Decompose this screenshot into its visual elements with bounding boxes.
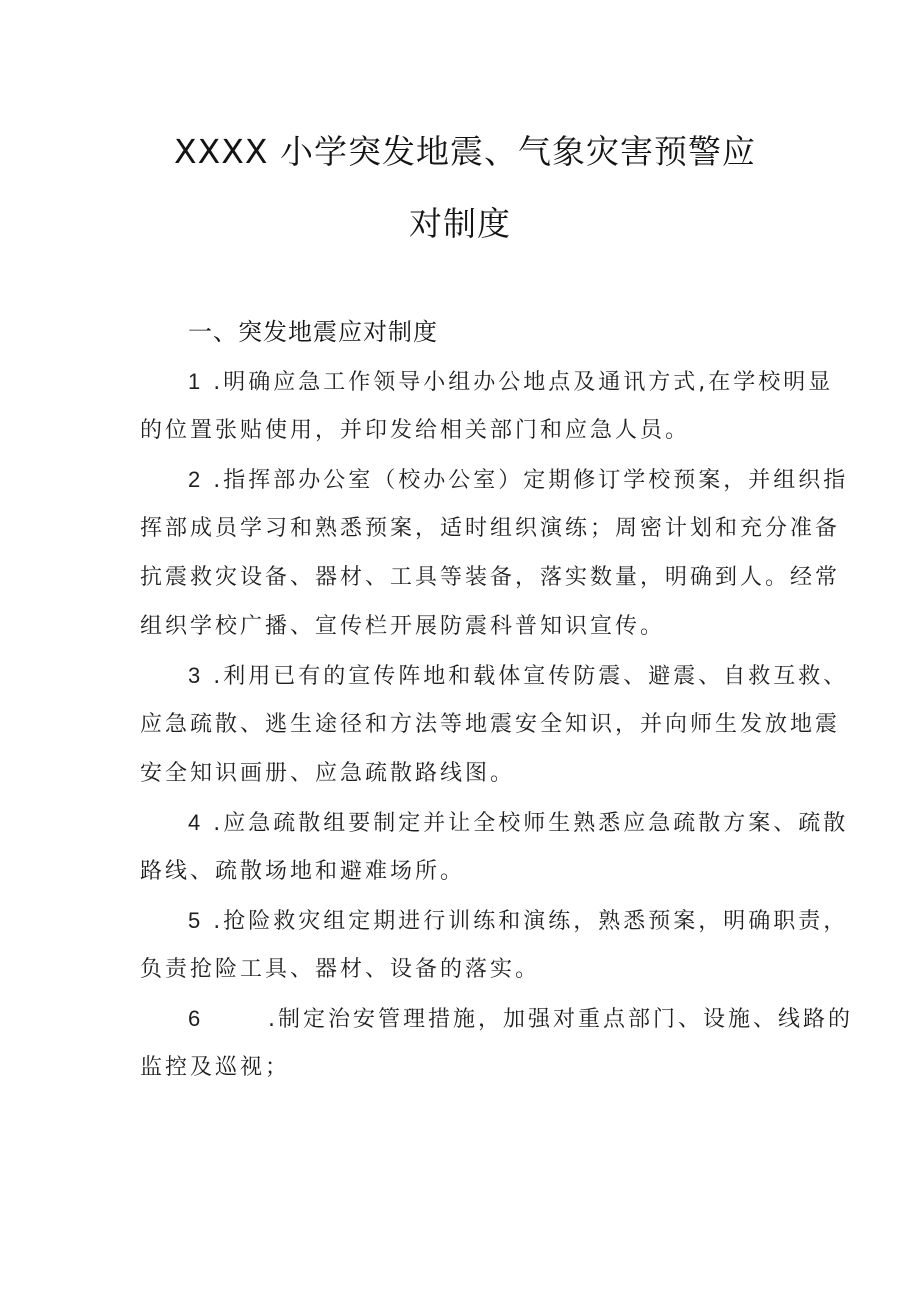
item-number: 4 <box>188 810 204 835</box>
item-1-line-2: 的位置张贴使用，并印发给相关部门和应急人员。 <box>140 418 691 443</box>
item-number: 1 <box>188 369 204 394</box>
item-6-line-1 <box>188 1004 853 1035</box>
section-heading: 一、突发地震应对制度 <box>188 318 438 346</box>
item-2-line-4: 组织学校广播、宣传栏开展防震科普知识宣传。 <box>140 614 666 639</box>
item-3-line-2: 应急疏散、逃生途径和方法等地震安全知识，并向师生发放地震 <box>140 712 841 737</box>
item-1-line-1 <box>188 367 833 398</box>
item-text: .明确应急工作领导小组办公地点及通讯方式,在学校明显 <box>213 370 834 395</box>
item-2-line-2: 挥部成员学习和熟悉预案，适时组织演练；周密计划和充分准备 <box>140 516 841 541</box>
item-number: 2 <box>188 467 204 492</box>
item-2-line-1 <box>188 465 848 496</box>
item-number: 3 <box>188 663 204 688</box>
item-text: .指挥部办公室（校办公室）定期修订学校预案，并组织指 <box>213 468 849 493</box>
item-5-line-1 <box>188 906 848 937</box>
item-5-line-2: 负责抢险工具、器材、设备的落实。 <box>140 957 541 982</box>
document-title-line-1: XXXX 小学突发地震、气象灾害预警应 <box>174 132 756 171</box>
item-number: 6 <box>188 1006 204 1031</box>
item-6-line-2: 监控及巡视； <box>140 1055 291 1080</box>
item-3-line-1 <box>188 661 848 692</box>
item-text: .制定治安管理措施，加强对重点部门、设施、线路的 <box>268 1007 853 1032</box>
item-3-line-3: 安全知识画册、应急疏散路线图。 <box>140 761 516 786</box>
document-title-line-2: 对制度 <box>409 204 511 243</box>
item-2-line-3: 抗震救灾设备、器材、工具等装备，落实数量，明确到人。经常 <box>140 565 841 590</box>
item-text: .利用已有的宣传阵地和载体宣传防震、避震、自救互救、 <box>213 664 849 689</box>
item-4-line-2: 路线、疏散场地和避难场所。 <box>140 859 466 884</box>
item-text: .应急疏散组要制定并让全校师生熟悉应急疏散方案、疏散 <box>213 811 849 836</box>
item-text: .抢险救灾组定期进行训练和演练，熟悉预案，明确职责， <box>213 909 849 934</box>
item-number: 5 <box>188 908 204 933</box>
item-4-line-1 <box>188 808 848 839</box>
